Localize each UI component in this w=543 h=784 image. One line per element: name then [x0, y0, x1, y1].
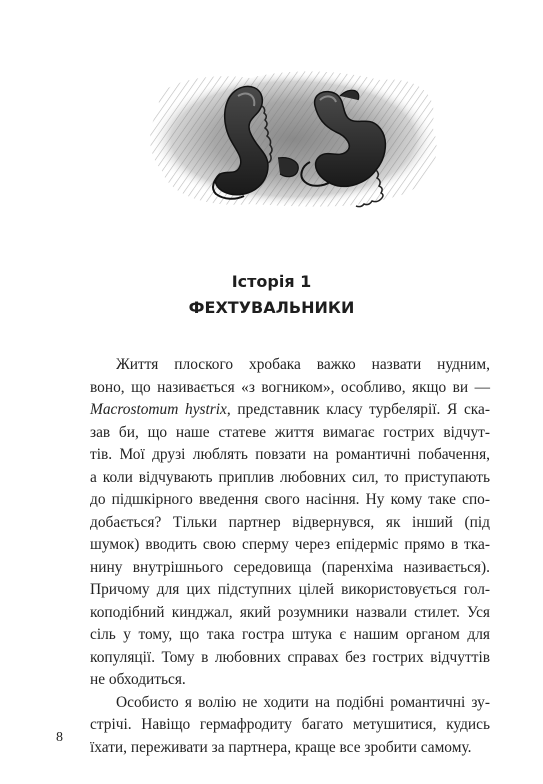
body-text: [90, 354, 490, 759]
text-line: а коли відчувають приплив любовних сил, то приступають: [90, 468, 490, 486]
paragraph-2: [90, 692, 490, 760]
text-line: копуляції. Тому в любовних справах без гострих відчуттів: [90, 648, 490, 666]
text-line: Причому для цих підступних цілей використовується гол-: [90, 581, 490, 598]
text-line: Життя плоского хробака важко назвати нудним,: [116, 356, 490, 373]
page-number: 8: [56, 730, 63, 745]
text-line-rest: , представник класу турбелярії. Я ска-: [226, 401, 490, 418]
chapter-title: ФЕХТУВАЛЬНИКИ: [188, 298, 355, 317]
text-line: до підшкірного введення свого насіння. Ну кому таке спо-: [90, 491, 490, 508]
text-line: сіль у тому, що така гостра штука є нашим органом для: [90, 626, 490, 643]
text-line: зав би, що наше статеве життя вимагає гострих відчут-: [90, 423, 490, 441]
text-line: добається? Тільки партнер відвернувся, як інший (під: [90, 513, 490, 531]
text-line: їхати, переживати за партнера, краще все зробити самому.: [90, 738, 472, 756]
text-line: Особисто я волію не ходити на подібні романтичні зу-: [116, 693, 490, 711]
species-name: Macrostomum hystrix: [90, 401, 227, 418]
text-line: воно, що називається «з вогником», особливо, якщо ви —: [90, 378, 490, 396]
flatworms-illustration: [140, 66, 445, 211]
text-line: коподібний кинджал, який розумники назвали стилет. Уся: [90, 603, 490, 621]
background-cloud: [150, 71, 436, 206]
text-line: тів. Мої друзі люблять повзати на романтичні побачення,: [90, 446, 490, 463]
text-line: нину внутрішнього середовища (паренхіма називається).: [90, 558, 490, 576]
text-line: шумок) вводить свою сперму через епідерміс прямо в тка-: [90, 536, 490, 553]
chapter-header: [0, 270, 543, 320]
chapter-number: Історія 1: [231, 272, 312, 291]
text-line: не обходиться.: [90, 671, 186, 688]
text-line: стрічі. Навіщо гермафродиту багато метушитися, кудись: [90, 716, 490, 733]
text-line: [90, 399, 490, 422]
paragraph-1: [90, 354, 490, 692]
